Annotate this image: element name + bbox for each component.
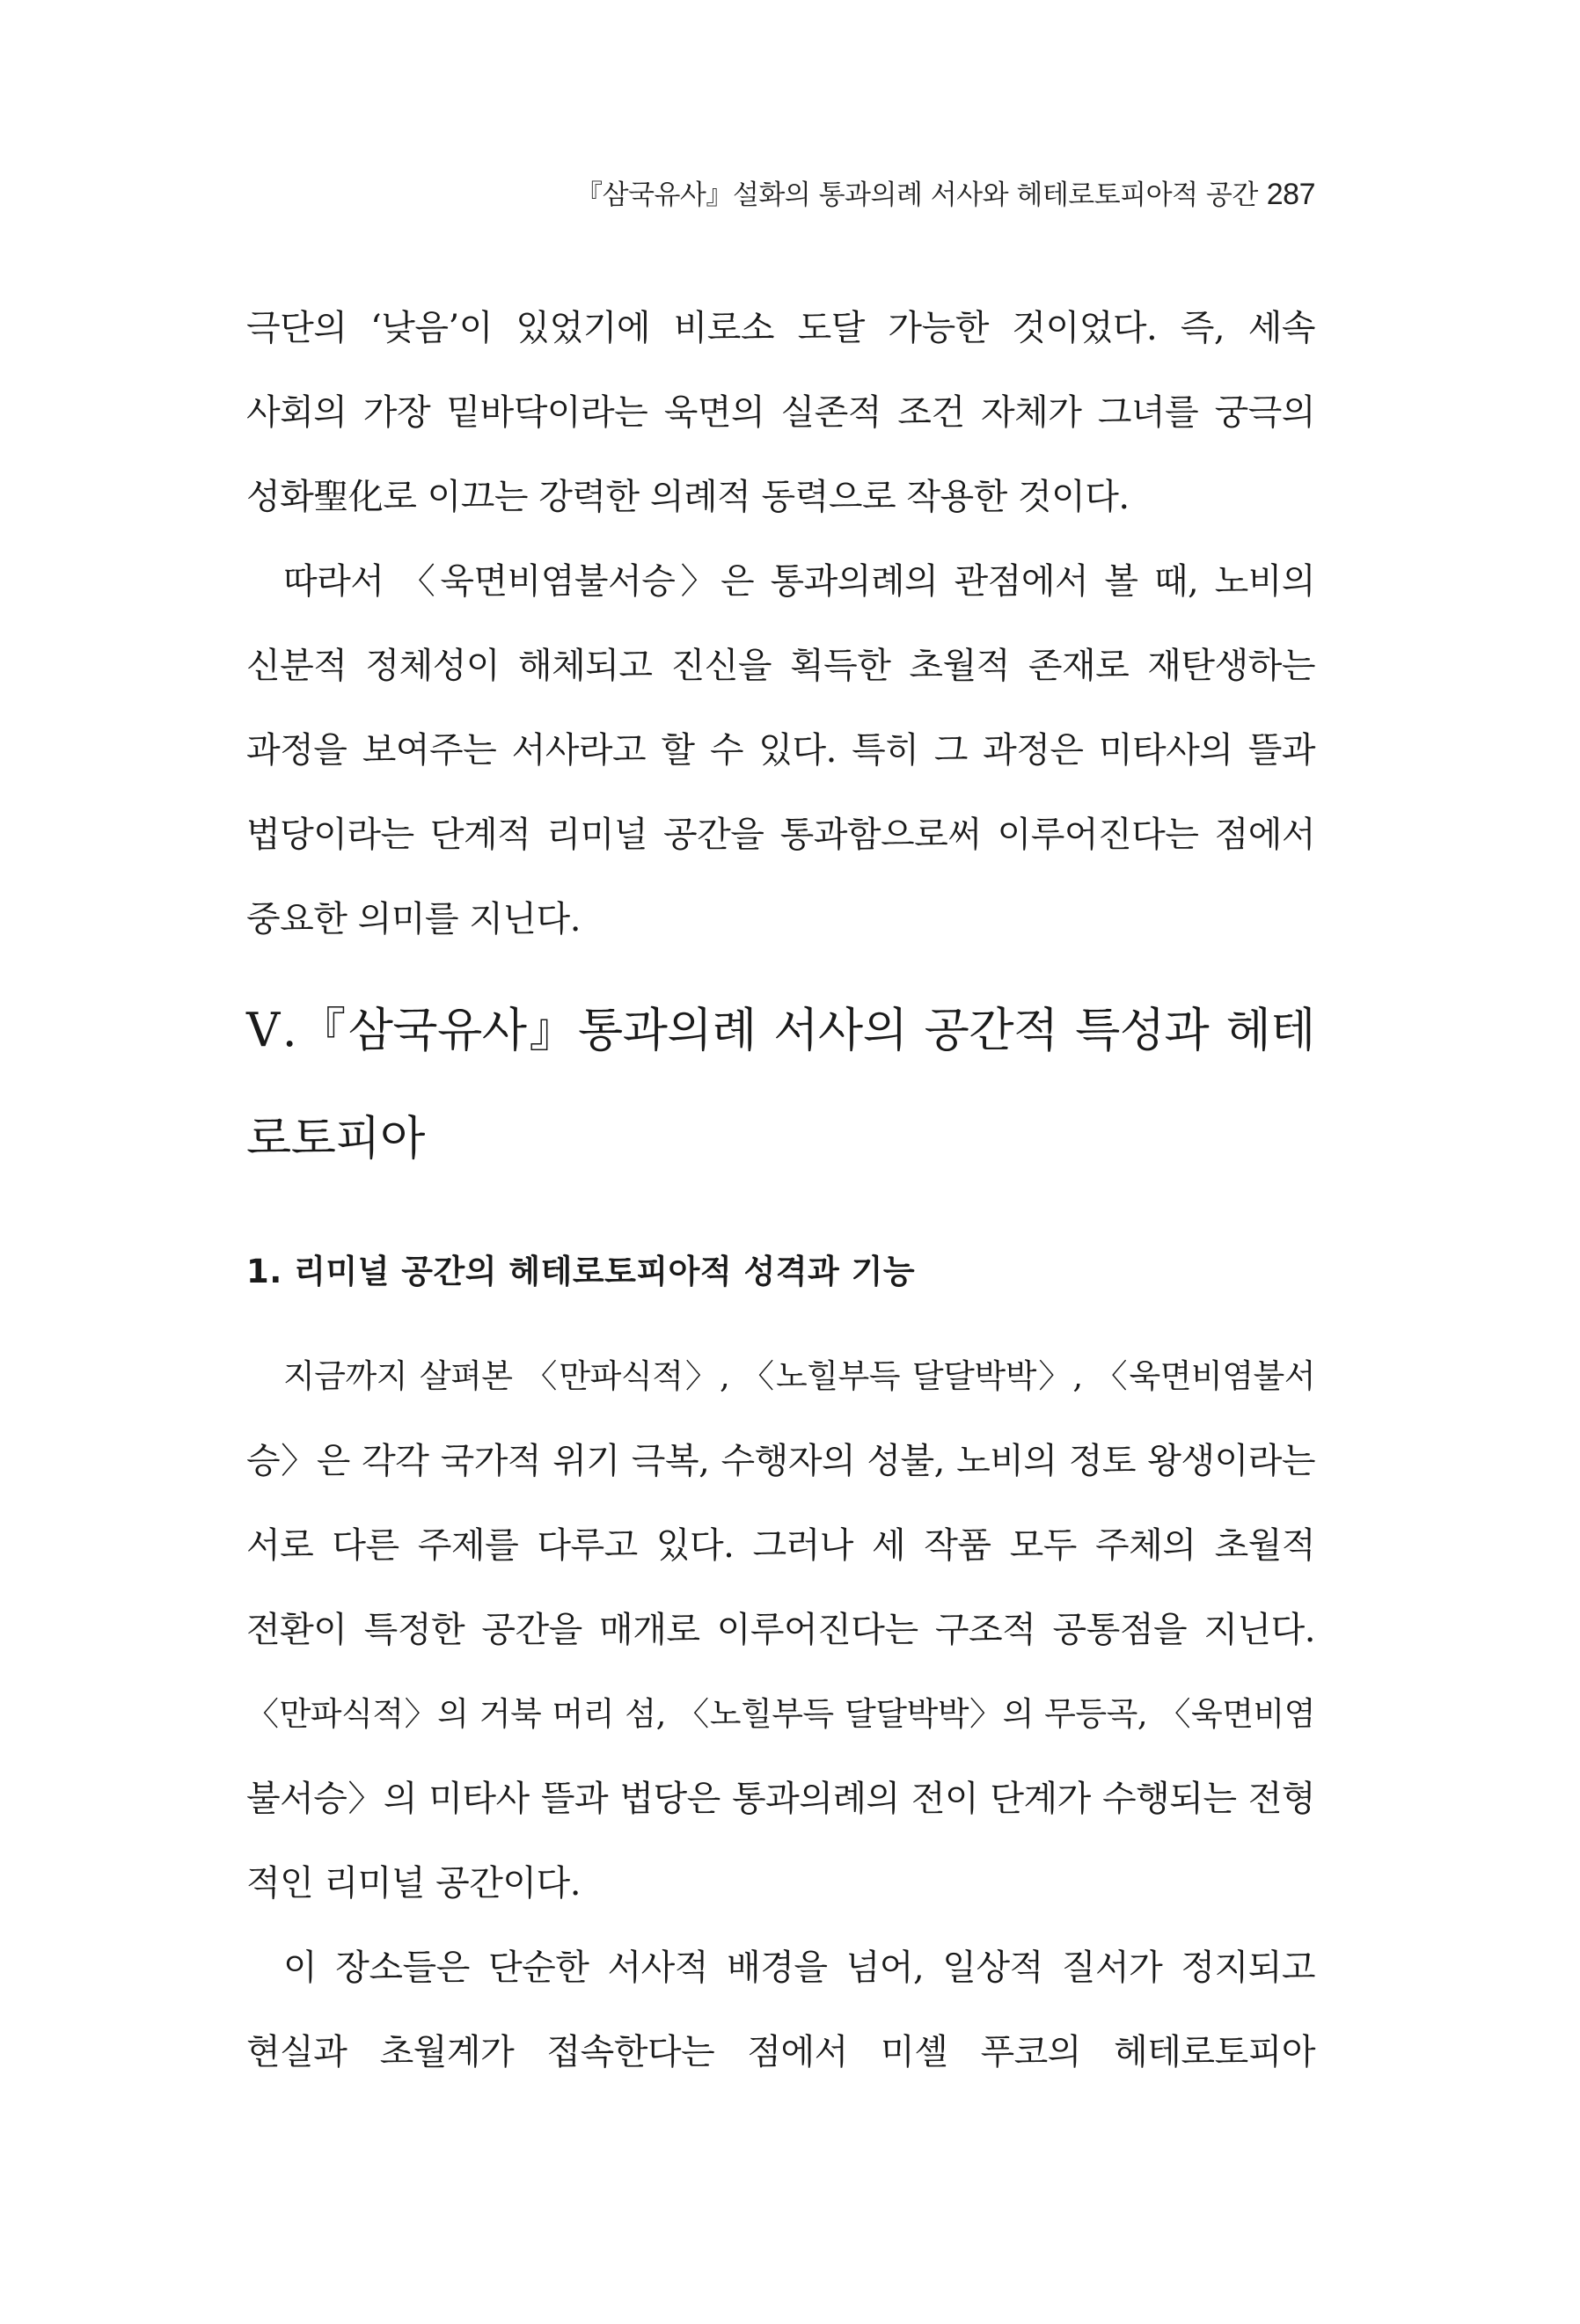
text-line: 〈만파식적〉의 거북 머리 섬, 〈노힐부득 달달박박〉의 무등곡, 〈욱면비염 [246,1695,1315,1733]
text-line: 지금까지 살펴본 〈만파식적〉, 〈노힐부득 달달박박〉, 〈욱면비염불서 [283,1357,1315,1395]
text-line: 서로 다른 주제를 다루고 있다. 그러나 세 작품 모두 주체의 초월적 [246,1525,1315,1566]
text-line: 법당이라는 단계적 리미널 공간을 통과함으로써 이루어진다는 점에서 [246,815,1315,855]
text-line: 전환이 특정한 공간을 매개로 이루어진다는 구조적 공통점을 지닌다. [246,1610,1315,1650]
text-line: 승〉은 각각 국가적 위기 극복, 수행자의 성불, 노비의 정토 왕생이라는 [246,1441,1315,1481]
section-heading-line: Ⅴ.『삼국유사』통과의례 서사의 공간적 특성과 헤테 [246,1004,1315,1057]
text-line: 사회의 가장 밑바닥이라는 욱면의 실존적 조건 자체가 그녀를 궁극의 [246,392,1315,433]
text-line: 현실과 초월계가 접속한다는 점에서 미셸 푸코의 헤테로토피아 [246,2032,1315,2072]
text-line: 불서승〉의 미타사 뜰과 법당은 통과의례의 전이 단계가 수행되는 전형 [246,1779,1315,1819]
text-line: 과정을 보여주는 서사라고 할 수 있다. 특히 그 과정은 미타사의 뜰과 [246,730,1315,771]
page-number: 287 [1266,178,1315,211]
paragraph-block-1 [246,286,1315,961]
text-line: 이 장소들은 단순한 서사적 배경을 넘어, 일상적 질서가 정지되고 [283,1948,1315,1988]
text-line: 따라서 〈욱면비염불서승〉은 통과의례의 관점에서 볼 때, 노비의 [283,561,1315,602]
paragraph-block-2 [246,1334,1315,2094]
subsection-heading: 1. 리미널 공간의 헤테로토피아적 성격과 기능 [246,1253,916,1290]
running-header [246,172,1315,212]
text-line: 적인 리미널 공간이다. [246,1863,581,1904]
text-line: 성화聖化로 이끄는 강력한 의례적 동력으로 작용한 것이다. [246,477,1130,517]
text-line: 극단의 ‘낮음’이 있었기에 비로소 도달 가능한 것이었다. 즉, 세속 [246,308,1315,348]
text-line: 중요한 의미를 지닌다. [246,899,581,939]
section-heading [246,976,1315,1193]
section-heading-line: 로토피아 [246,1112,425,1166]
text-line: 신분적 정체성이 해체되고 진신을 획득한 초월적 존재로 재탄생하는 [246,646,1315,686]
running-title: 『삼국유사』설화의 통과의례 서사와 헤테로토피아적 공간 [575,179,1258,211]
